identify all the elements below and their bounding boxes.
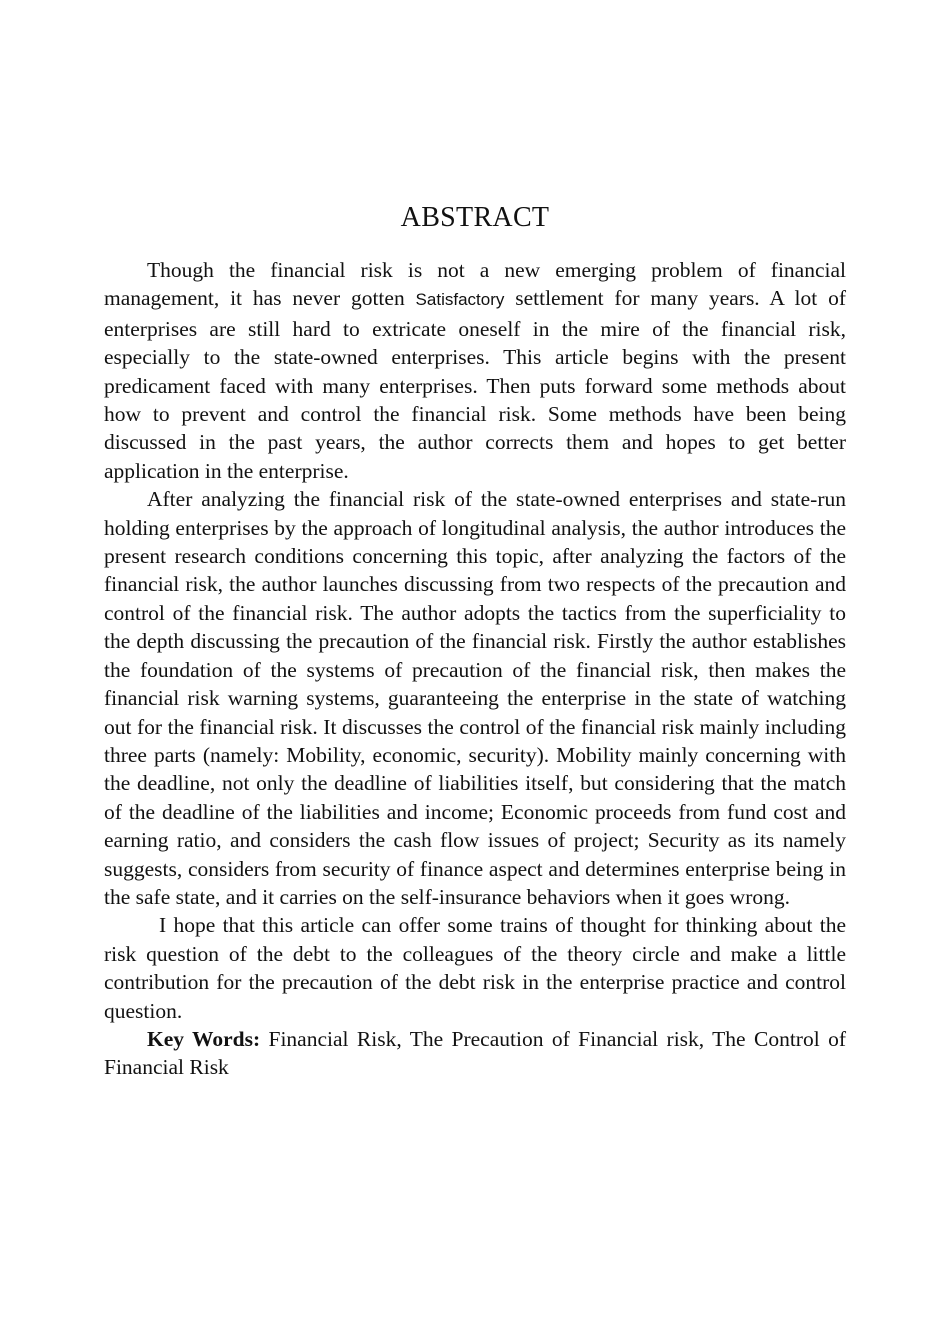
keywords-paragraph [104,1025,846,1082]
paragraph-1-satisfactory-word: Satisfactory [415,290,505,310]
keywords-text: Financial Risk, The Precaution of Financial risk, The Control of Financial Risk [104,1026,846,1080]
paragraph-1-text-start: Though the financial risk is not a new emerging problem of financial management, it has never gotten [104,258,846,311]
abstract-title: ABSTRACT [400,202,550,233]
abstract-paragraph-1 [104,256,846,485]
abstract-page [104,198,846,1082]
paragraph-1-text-end: settlement for many years. A lot of enterprises are still hard to extricate oneself in the mire of the financial risk, especially to the state-owned enterprises. This article begins with the present predicament faced with many enterprises. Then puts forward some methods about how to prevent and control the financial risk. Some methods have been being discussed in the past years, the author corrects them and hopes to get better application in the enterprise. [104,286,846,483]
abstract-paragraph-3: I hope that this article can offer some trains of thought for thinking about the risk question of the debt to the colleagues of the theory circle and make a little contribution for the precaution of the debt risk in the enterprise practice and control question. [104,913,846,1023]
abstract-paragraph-2: After analyzing the financial risk of the state-owned enterprises and state-run holding enterprises by the approach of longitudinal analysis, the author introduces the present research conditions concerning this topic, after analyzing the factors of the financial risk, the author launches discussing from two respects of the precaution and control of the financial risk. The author adopts the tactics from the superficiality to the depth discussing the precaution of the financial risk. Firstly the author establishes the foundation of the systems of precaution of the financial risk, then makes the financial risk warning systems, guaranteeing the enterprise in the state of watching out for the financial risk. It discusses the control of the financial risk mainly including three parts (namely: Mobility, economic, security). Mobility mainly concerning with the deadline, not only the deadline of liabilities itself, but considering that the match of the deadline of the liabilities and income; Economic proceeds from fund cost and earning ratio, and considers the cash flow issues of project; Security as its namely suggests, considers from security of finance aspect and determines enterprise being in the safe state, and it carries on the self-insurance behaviors when it goes wrong. [104,487,846,909]
keywords-label: Key Words: [147,1026,261,1051]
